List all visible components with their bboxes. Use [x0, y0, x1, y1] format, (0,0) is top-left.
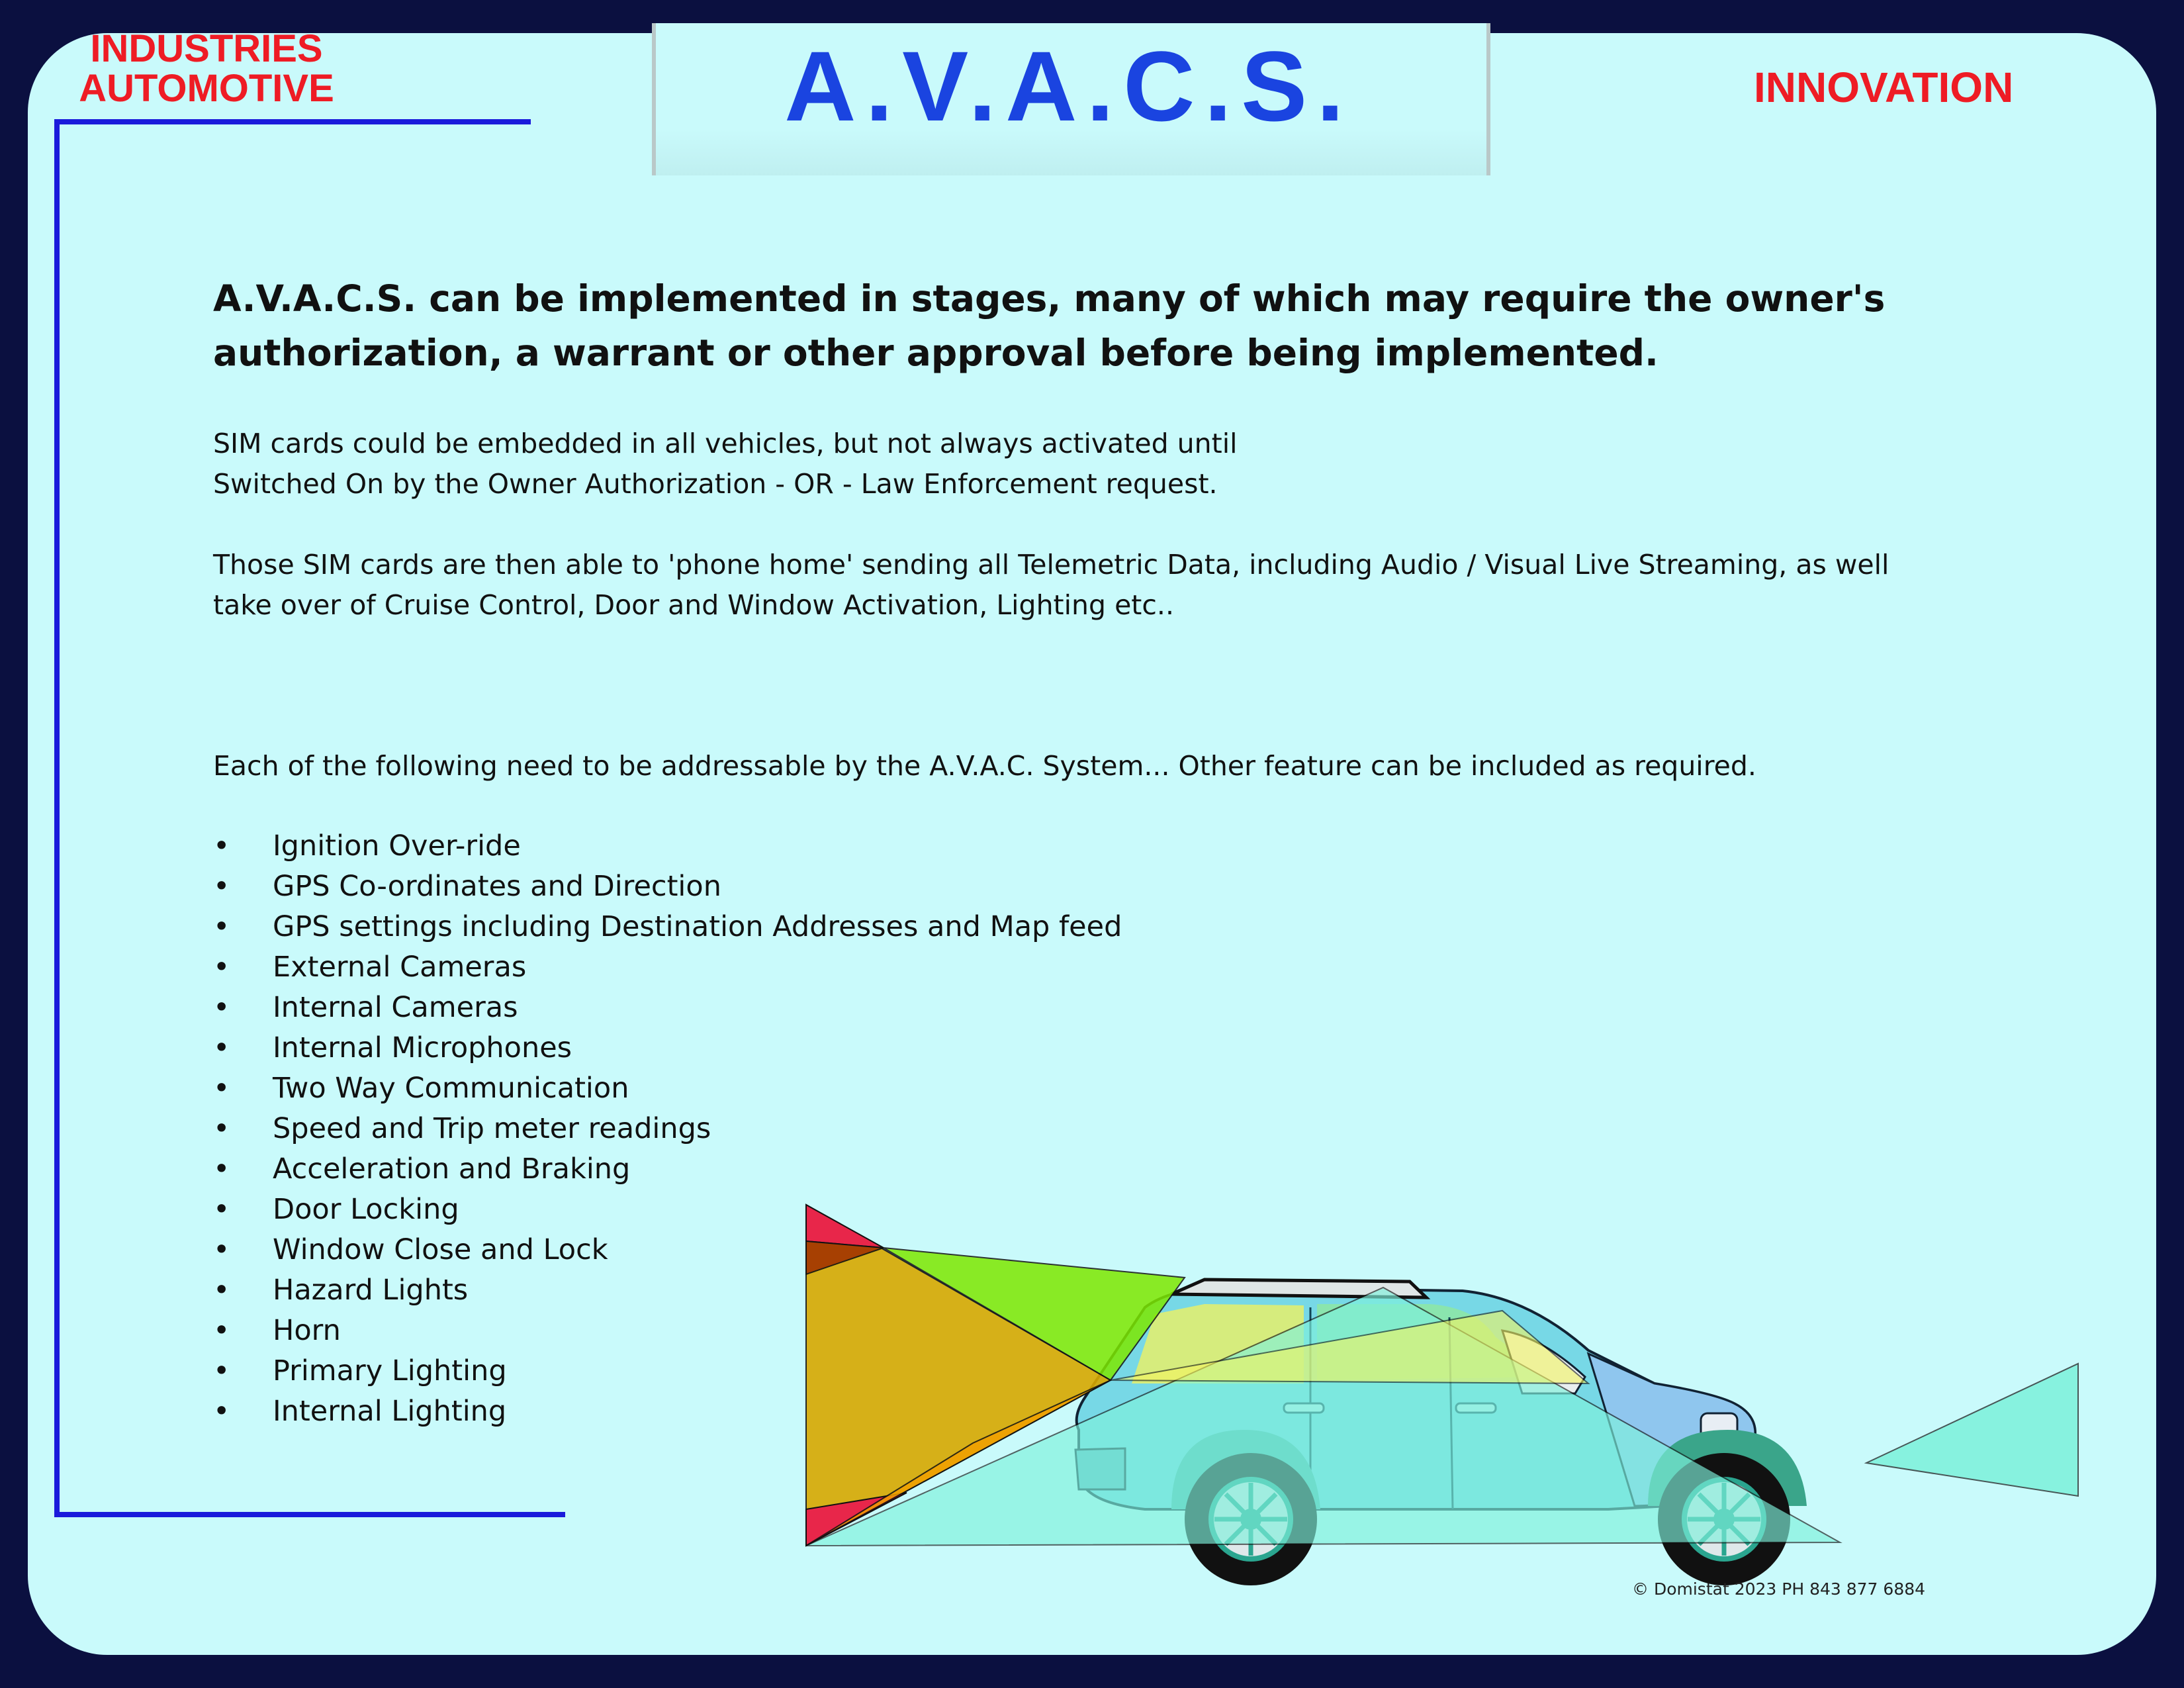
frame-bottom-rule [54, 1512, 565, 1517]
page-title: A.V.A.C.S. [784, 30, 1353, 142]
suv-car-with-sensor-beams-icon [774, 1165, 2098, 1602]
list-item: • Acceleration and Braking [213, 1152, 631, 1186]
list-item: • External Cameras [213, 951, 527, 984]
list-item: • Internal Microphones [213, 1031, 572, 1064]
frame-left-rule [54, 119, 60, 1517]
list-item: • Speed and Trip meter readings [213, 1112, 711, 1145]
innovation-label: INNOVATION [1754, 64, 2014, 111]
list-item: • Ignition Over-ride [213, 829, 521, 863]
industries-text: INDUSTRIES [90, 27, 323, 70]
features-intro: Each of the following need to be addressable by the A.V.A.C. System... Other feature can be included as required. [213, 750, 1756, 782]
list-item: • Primary Lighting [213, 1354, 507, 1387]
list-item: • Horn [213, 1314, 341, 1347]
list-item: • GPS Co-ordinates and Direction [213, 870, 721, 903]
list-item: • Two Way Communication [213, 1072, 629, 1105]
industries-automotive-label [68, 29, 345, 109]
sensor-beams [806, 1205, 2078, 1546]
list-item: • Window Close and Lock [213, 1233, 608, 1266]
copyright-footer: © Domistat 2023 PH 843 877 6884 [1632, 1579, 1926, 1599]
list-item: • Door Locking [213, 1193, 459, 1226]
frame-top-rule [54, 119, 531, 124]
telemetry-paragraph: Those SIM cards are then able to 'phone home' sending all Telemetric Data, including Audio / Visual Live Streaming, as well take over of Cruise Control, Door and Window Activation, Lighting etc.. [213, 549, 1889, 621]
headline: A.V.A.C.S. can be implemented in stages, many of which may require the owner's authorization, a warrant or other approval before being implemented. [213, 277, 1886, 374]
list-item: • Hazard Lights [213, 1274, 469, 1307]
list-item: • Internal Lighting [213, 1395, 507, 1428]
automotive-text: AUTOMOTIVE [79, 67, 334, 110]
list-item: • Internal Cameras [213, 991, 518, 1024]
list-item: • GPS settings including Destination Addresses and Map feed [213, 910, 1122, 943]
sim-cards-paragraph: SIM cards could be embedded in all vehicles, but not always activated until Switched On by the Owner Authorization - OR - Law Enforcement request. [213, 428, 1238, 500]
